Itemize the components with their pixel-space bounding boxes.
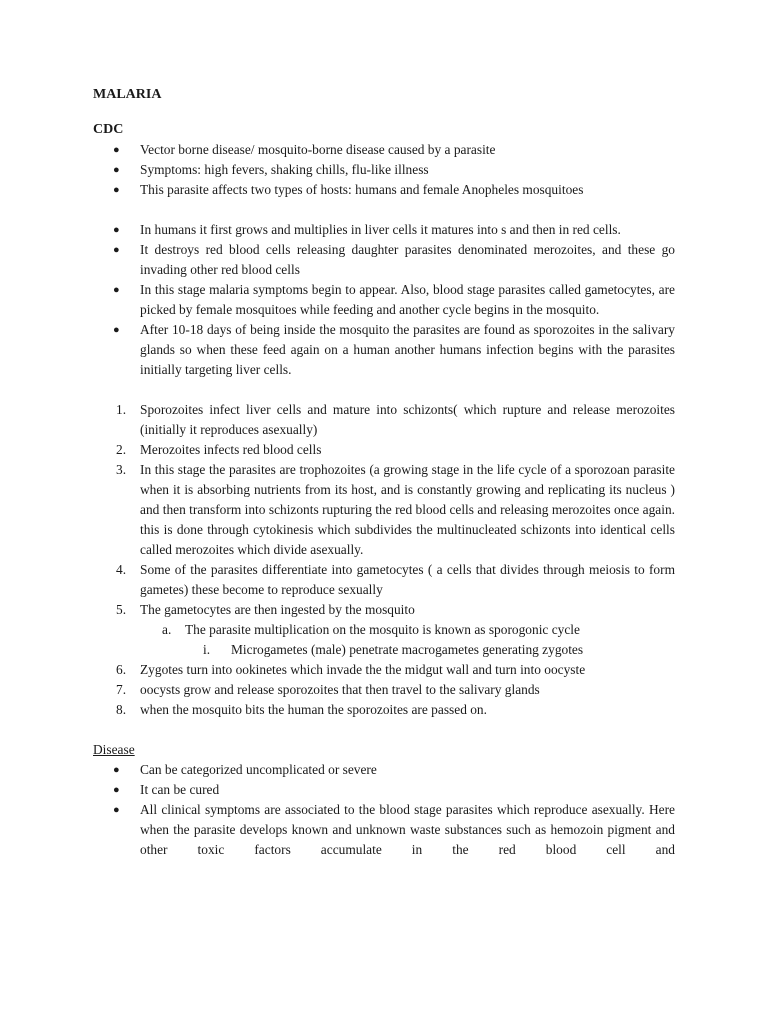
page-title: MALARIA bbox=[93, 87, 162, 102]
cdc-bullet-list-b bbox=[93, 220, 675, 380]
bullet-icon: ● bbox=[113, 184, 120, 196]
disease-heading: Disease bbox=[93, 742, 135, 757]
list-item: ● After 10-18 days of being inside the mosquito the parasites are found as sporozoites in the salivary glands so when these feed again on a human another humans infection begins with the parasites initially targeting liver cells. bbox=[113, 322, 675, 377]
list-item: 8. when the mosquito bits the human the sporozoites are passed on. bbox=[116, 702, 487, 717]
list-item: 1. Sporozoites infect liver cells and mature into schizonts( which rupture and release merozoites (initially it reproduces asexually) bbox=[116, 402, 675, 437]
cdc-heading: CDC bbox=[93, 122, 124, 137]
list-item: 6. Zygotes turn into ookinetes which invade the the midgut wall and turn into oocyste bbox=[116, 662, 586, 677]
bullet-icon: ● bbox=[113, 324, 120, 336]
list-item: ● This parasite affects two types of hosts: humans and female Anopheles mosquitoes bbox=[93, 180, 675, 200]
bullet-icon: ● bbox=[113, 144, 120, 156]
list-item: ● All clinical symptoms are associated to the blood stage parasites which reproduce asexually. Here when the parasite develops known and unknown waste substances such as hemozoin pigment and other toxic factors accumulate in the red blood cell and bbox=[113, 802, 675, 857]
list-item: ● In this stage malaria symptoms begin to appear. Also, blood stage parasites called gametocytes, are picked by female mosquitoes while feeding and another cycle begins in the mosquito. bbox=[113, 282, 675, 317]
list-item: ● Vector borne disease/ mosquito-borne disease caused by a parasite bbox=[93, 140, 675, 160]
list-item: ● Symptoms: high fevers, shaking chills, flu-like illness bbox=[93, 160, 675, 180]
bullet-icon: ● bbox=[113, 164, 120, 176]
bullet-icon: ● bbox=[113, 764, 120, 776]
life-cycle-steps bbox=[93, 400, 675, 720]
list-item: ● In humans it first grows and multiplies in liver cells it matures into s and then in red cells. bbox=[93, 220, 675, 240]
list-item: ● Can be categorized uncomplicated or severe bbox=[93, 760, 675, 780]
list-item: ● It can be cured bbox=[93, 780, 675, 800]
bullet-icon: ● bbox=[113, 244, 120, 256]
list-item: 5. The gametocytes are then ingested by the mosquito bbox=[116, 602, 415, 617]
sub-sub-list-item: i. Microgametes (male) penetrate macrogametes generating zygotes bbox=[203, 642, 584, 657]
cdc-bullet-list-a bbox=[93, 140, 675, 200]
list-item: 7. oocysts grow and release sporozoites that then travel to the salivary glands bbox=[116, 682, 540, 697]
bullet-icon: ● bbox=[113, 224, 120, 236]
list-item: 3. In this stage the parasites are trophozoites (a growing stage in the life cycle of a sporozoan parasite when it is absorbing nutrients from its host, and is constantly growing and replicating its nucleus ) and then transform into schizonts rupturing the red blood cells and releasing merozoites once again. this is done through cytokinesis which subdivides the multinucleated schizonts into identical cells called merozoites which divide asexually. bbox=[116, 462, 675, 557]
list-item: 4. Some of the parasites differentiate into gametocytes ( a cells that divides through meiosis to form gametes) these become to reproduce sexually bbox=[116, 562, 675, 597]
bullet-icon: ● bbox=[113, 804, 120, 816]
list-item: ● It destroys red blood cells releasing daughter parasites denominated merozoites, and these go invading other red blood cells bbox=[113, 242, 675, 277]
document-page bbox=[93, 85, 675, 860]
bullet-icon: ● bbox=[113, 784, 120, 796]
disease-bullet-list bbox=[93, 760, 675, 860]
sub-list-item: a. The parasite multiplication on the mosquito is known as sporogonic cycle bbox=[162, 622, 580, 637]
bullet-icon: ● bbox=[113, 284, 120, 296]
list-item: 2. Merozoites infects red blood cells bbox=[116, 442, 322, 457]
